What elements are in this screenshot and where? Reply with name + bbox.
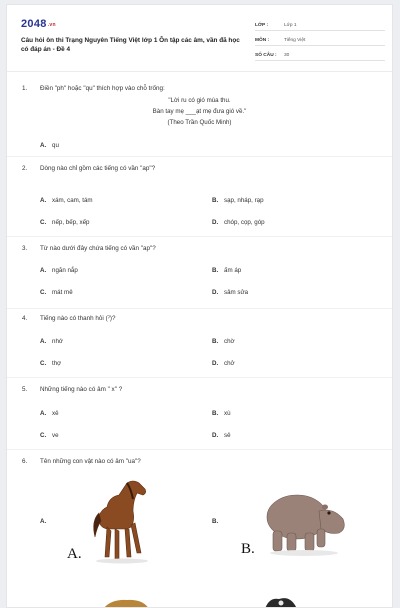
question-text: Từ nào dưới đây chứa tiếng có vần "ap"? <box>40 245 156 252</box>
divider <box>7 156 392 157</box>
question-number: 6. <box>22 458 28 465</box>
option-a[interactable]: A. ngăn nắp <box>40 267 78 274</box>
option-a[interactable]: A. xám, cam, tám <box>40 197 93 204</box>
option-d[interactable]: D. sâm sửa <box>212 289 249 296</box>
option-b[interactable]: B. sạp, nháp, rạp <box>212 197 264 204</box>
meta-grade: LỚP : Lớp 1 <box>255 16 385 31</box>
document-meta <box>255 16 385 61</box>
divider <box>7 308 392 309</box>
option-a[interactable]: A. nhớ <box>40 338 63 345</box>
poem-source: (Theo Trần Quốc Minh) <box>167 119 232 126</box>
poem-line-2: Bàn tay mẹ ___ạt mẹ đưa gió về." <box>152 108 247 115</box>
option-c[interactable]: C. ve <box>40 432 59 439</box>
image-label-a: A. <box>67 546 82 562</box>
option-b[interactable]: B. chờ <box>212 338 235 345</box>
option-b[interactable]: B. ấm áp <box>212 267 242 274</box>
question-text: Dòng nào chỉ gồm các tiếng có vần "ap"? <box>40 165 156 172</box>
divider <box>7 236 392 237</box>
divider <box>7 449 392 450</box>
document-title: Câu hỏi ôn thi Trạng Nguyên Tiếng Việt lớp 1 Ôn tập các âm, vần đã học có đáp án - Đề 4 <box>21 37 240 53</box>
option-a[interactable]: A. qu <box>40 142 59 149</box>
horse-image[interactable] <box>87 477 157 565</box>
question-number: 1. <box>22 85 28 92</box>
divider <box>7 377 392 378</box>
next-animal-image <box>261 593 301 608</box>
option-b[interactable]: B. xù <box>212 410 231 417</box>
document-header <box>7 5 392 72</box>
option-c[interactable]: C. nếp, bếp, xếp <box>40 219 90 226</box>
hippo-image[interactable] <box>259 485 349 557</box>
site-logo[interactable]: 2048.vn <box>21 18 56 30</box>
option-c[interactable]: C. thợ <box>40 360 62 367</box>
image-label-b: B. <box>241 541 255 557</box>
option-d[interactable]: D. chở <box>212 360 235 367</box>
option-a[interactable]: A. xẻ <box>40 410 59 417</box>
option-d[interactable]: D. sẻ <box>212 432 231 439</box>
option-d[interactable]: D. chóp, cọp, góp <box>212 219 265 226</box>
document-page <box>6 4 393 608</box>
question-number: 4. <box>22 315 28 322</box>
option-a[interactable]: A. <box>40 518 47 525</box>
meta-subject: MÔN : Tiếng Việt <box>255 31 385 46</box>
poem-line-1: "Lời ru có gió mùa thu. <box>168 97 231 104</box>
question-number: 2. <box>22 165 28 172</box>
question-number: 3. <box>22 245 28 252</box>
question-text: Điền "ph" hoặc "qu" thích hợp vào chỗ trống: <box>40 85 165 92</box>
option-b[interactable]: B. <box>212 518 219 525</box>
question-text: Tiếng nào có thanh hỏi (ˀ)? <box>40 315 116 322</box>
question-number: 5. <box>22 386 28 393</box>
next-animal-image <box>101 595 151 608</box>
question-text: Những tiếng nào có âm " x" ? <box>40 386 123 393</box>
question-text: Tên những con vật nào có âm "ua"? <box>40 458 141 465</box>
meta-question-count: SỐ CÂU : 30 <box>255 46 385 61</box>
option-c[interactable]: C. mát mẻ <box>40 289 73 296</box>
